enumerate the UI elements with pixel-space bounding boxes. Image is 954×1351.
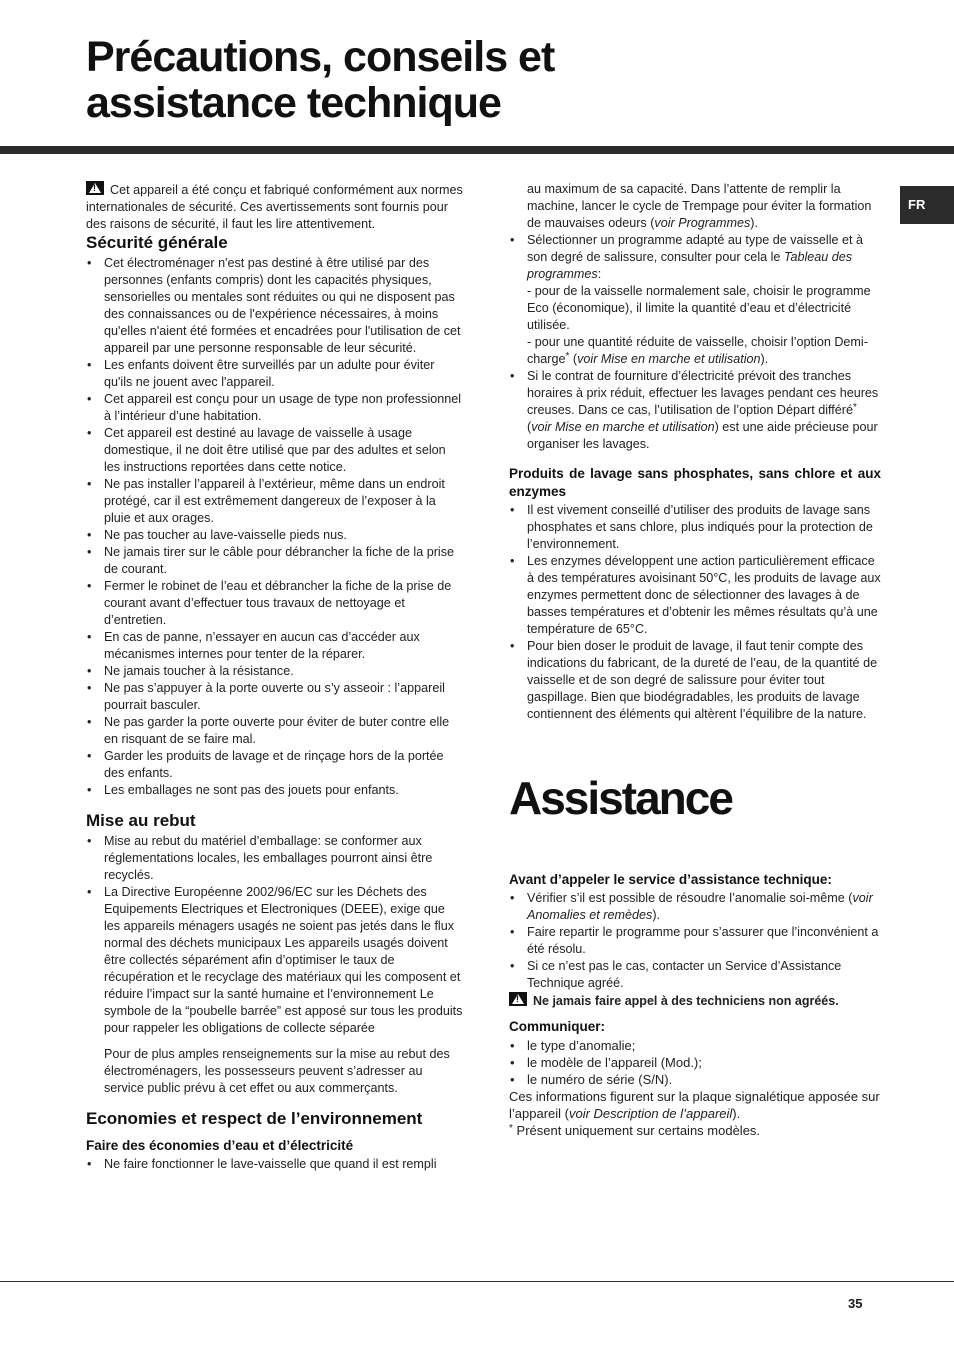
securite-list [86, 255, 464, 799]
list-item: • Mise au rebut du matériel d’emballage: se conformer aux réglementations locales, les emballages pourront ainsi être recyclés. [86, 833, 464, 884]
list-item: • Sélectionner un programme adapté au type de vaisselle et à son degré de salissure, consulter pour cela le Tableau des programmes: - pour de la vaisselle normalement sale, choisir le programme Eco (économique), il limite la quantité d’eau et d’électricité utilisée. - pour une quantité réduite de vaisselle, choisir l’option Demi-charge* (voir Mise en marche et utilisation). [509, 232, 881, 368]
list-item: • Fermer le robinet de l’eau et débrancher la fiche de la prise de courant avant d’effectuer tous travaux de nettoyage et d’entretien. [86, 578, 464, 629]
footnote: * Présent uniquement sur certains modèles. [509, 1123, 761, 1138]
list-item: • Ne pas installer l’appareil à l’extérieur, même dans un endroit protégé, car il est extrêmement dangereux de l’exposer à la pluie et aux orages. [86, 476, 464, 527]
list-item: • le numéro de série (S/N). [509, 1071, 881, 1088]
cross-reference: voir Description de l’appareil [568, 1106, 733, 1121]
warning-icon [86, 181, 104, 195]
page-title [86, 34, 786, 126]
page-number: 35 [848, 1296, 863, 1311]
list-item: • le modèle de l’appareil (Mod.); [509, 1054, 881, 1071]
list-item: • Les enfants doivent être surveillés par un adulte pour éviter qu'ils ne jouent avec l'appareil. [86, 357, 464, 391]
page-title-line-2: assistance technique [86, 79, 501, 127]
rebut-list [86, 833, 464, 1037]
language-tab: FR [900, 186, 954, 224]
list-item: • Si le contrat de fourniture d’électricité prévoit des tranches horaires à prix réduit, effectuer les lavages pendant ces heures creuses. Dans ce cas, l’utilisation de l’option Départ différé* (voir Mise en marche et utilisation) est une aide précieuse pour organiser les lavages. [509, 368, 881, 453]
intro-paragraph [86, 181, 464, 233]
footer-divider [0, 1281, 954, 1282]
cross-reference: voir Anomalies et remèdes [527, 891, 873, 922]
list-item: • Il est vivement conseillé d’utiliser des produits de lavage sans phosphates et sans chlore, plus indiqués pour la protection de l’environnement. [509, 502, 881, 553]
right-column [509, 181, 881, 1139]
list-item: • Cet appareil est destiné au lavage de vaisselle à usage domestique, il ne doit être utilisé que par des adultes et selon les instructions reportées dans cette notice. [86, 425, 464, 476]
list-item: • Si ce n’est pas le cas, contacter un Service d’Assistance Technique agréé. [509, 958, 881, 992]
list-item: • Ne faire fonctionner le lave-vaisselle que quand il est rempli [86, 1156, 464, 1173]
page-title-line-1: Précautions, conseils et [86, 33, 555, 81]
warning-text: Ne jamais faire appel à des techniciens non agréés. [533, 994, 839, 1008]
produits-list [509, 502, 881, 723]
list-item: • Ne pas s’appuyer à la porte ouverte ou s’y asseoir : l’appareil pourrait basculer. [86, 680, 464, 714]
cross-reference: voir Programmes [654, 216, 751, 230]
list-item: • Ne pas garder la porte ouverte pour éviter de buter contre elle en risquant de se faire mal. [86, 714, 464, 748]
list-item: • Cet électroménager n'est pas destiné à être utilisé par des personnes (enfants compris) dont les capacités physiques, sensorielles ou mentales sont réduites ou qui ne disposent pas des connaissances ou de l'expérience nécessaires, à moins qu'elles n'aient été formées et encadrées pour l'utilisation de cet appareil par une personne responsable de leur sécurité. [86, 255, 464, 357]
list-item: • Ne jamais toucher à la résistance. [86, 663, 464, 680]
cross-reference: voir Mise en marche et utilisation [577, 352, 761, 366]
cross-reference: Tableau des programmes [527, 250, 853, 281]
list-item: • Faire repartir le programme pour s’assurer que l’inconvénient a été résolu. [509, 924, 881, 958]
list-item: • Pour bien doser le produit de lavage, il faut tenir compte des indications du fabricant, de la dureté de l’eau, de la quantité de vaisselle et de son degré de salissure pour éviter tout gaspillage. Bien que biodégradables, les produits de lavage contiennent des éléments qui altèrent l’équilibre de la nature. [509, 638, 881, 723]
list-item: • Garder les produits de lavage et de rinçage hors de la portée des enfants. [86, 748, 464, 782]
warning-line [509, 992, 881, 1010]
intro-text: Cet appareil a été conçu et fabriqué conformément aux normes internationales de sécurité. Ces avertissements sont fournis pour des raisons de sécurité, il faut les lire attentivement. [86, 183, 463, 231]
list-item: • La Directive Européenne 2002/96/EC sur les Déchets des Equipements Electriques et Electroniques (DEEE), exige que les appareils ménagers usagés ne soient pas jetés dans le flux normal des déchets municipaux Les appareils usagés doivent être collectés séparément afin d’optimiser le taux de récupération et le recyclage des matériaux qui les composent et réduire l’impact sur la santé humaine et l’environnement Le symbole de la “poubelle barrée” est apposé sur tous les produits pour rappeler les obligations de collecte séparée [86, 884, 464, 1037]
list-item-continuation: au maximum de sa capacité. Dans l’attente de remplir la machine, lancer le cycle de Trempage pour éviter la formation de mauvaises odeurs (voir Programmes). [527, 182, 872, 230]
subheading-communiquer: Communiquer: [509, 1019, 605, 1034]
section-heading-securite: Sécurité générale [86, 233, 228, 252]
communiquer-list [509, 1037, 881, 1088]
economies-list-start [86, 1156, 464, 1173]
cross-reference: voir Mise en marche et utilisation [531, 420, 715, 434]
list-item: • Cet appareil est conçu pour un usage de type non professionnel à l’intérieur d’une habitation. [86, 391, 464, 425]
list-item: • Vérifier s’il est possible de résoudre l’anomalie soi-même (voir Anomalies et remèdes). [509, 890, 881, 924]
section-heading-economies: Economies et respect de l’environnement [86, 1109, 423, 1128]
list-item: • Ne jamais tirer sur le câble pour débrancher la fiche de la prise de courant. [86, 544, 464, 578]
list-item: • En cas de panne, n’essayer en aucun cas d’accéder aux mécanismes internes pour tenter de la réparer. [86, 629, 464, 663]
list-item: • le type d’anomalie; [509, 1037, 881, 1054]
section-heading-rebut: Mise au rebut [86, 811, 196, 830]
subheading-produits: Produits de lavage sans phosphates, sans chlore et aux enzymes [509, 466, 881, 499]
left-column [86, 181, 464, 1173]
subheading-avant-appeler: Avant d’appeler le service d’assistance technique: [509, 872, 832, 887]
economies-list-end [509, 232, 881, 453]
warning-icon [509, 992, 527, 1006]
subheading-economies-eau: Faire des économies d’eau et d’électricité [86, 1138, 354, 1153]
avant-appeler-list [509, 890, 881, 992]
info-paragraph: Ces informations figurent sur la plaque signalétique apposée sur l’appareil (voir Description de l’appareil). [509, 1089, 880, 1121]
assistance-heading: Assistance [509, 772, 732, 824]
list-item: • Les emballages ne sont pas des jouets pour enfants. [86, 782, 464, 799]
rebut-extra-paragraph: Pour de plus amples renseignements sur la mise au rebut des électroménagers, les possesseurs peuvent s’adresser au service public prévu à cet effet ou aux commerçants. [104, 1047, 450, 1095]
title-divider [0, 146, 954, 154]
list-item: • Les enzymes développent une action particulièrement efficace à des températures avoisinant 50°C, les produits de lavage aux enzymes permettent donc de sélectionner des lavages à de basses températures et d’obtenir les mêmes résultats qu’à une température de 65°C. [509, 553, 881, 638]
list-item: • Ne pas toucher au lave-vaisselle pieds nus. [86, 527, 464, 544]
